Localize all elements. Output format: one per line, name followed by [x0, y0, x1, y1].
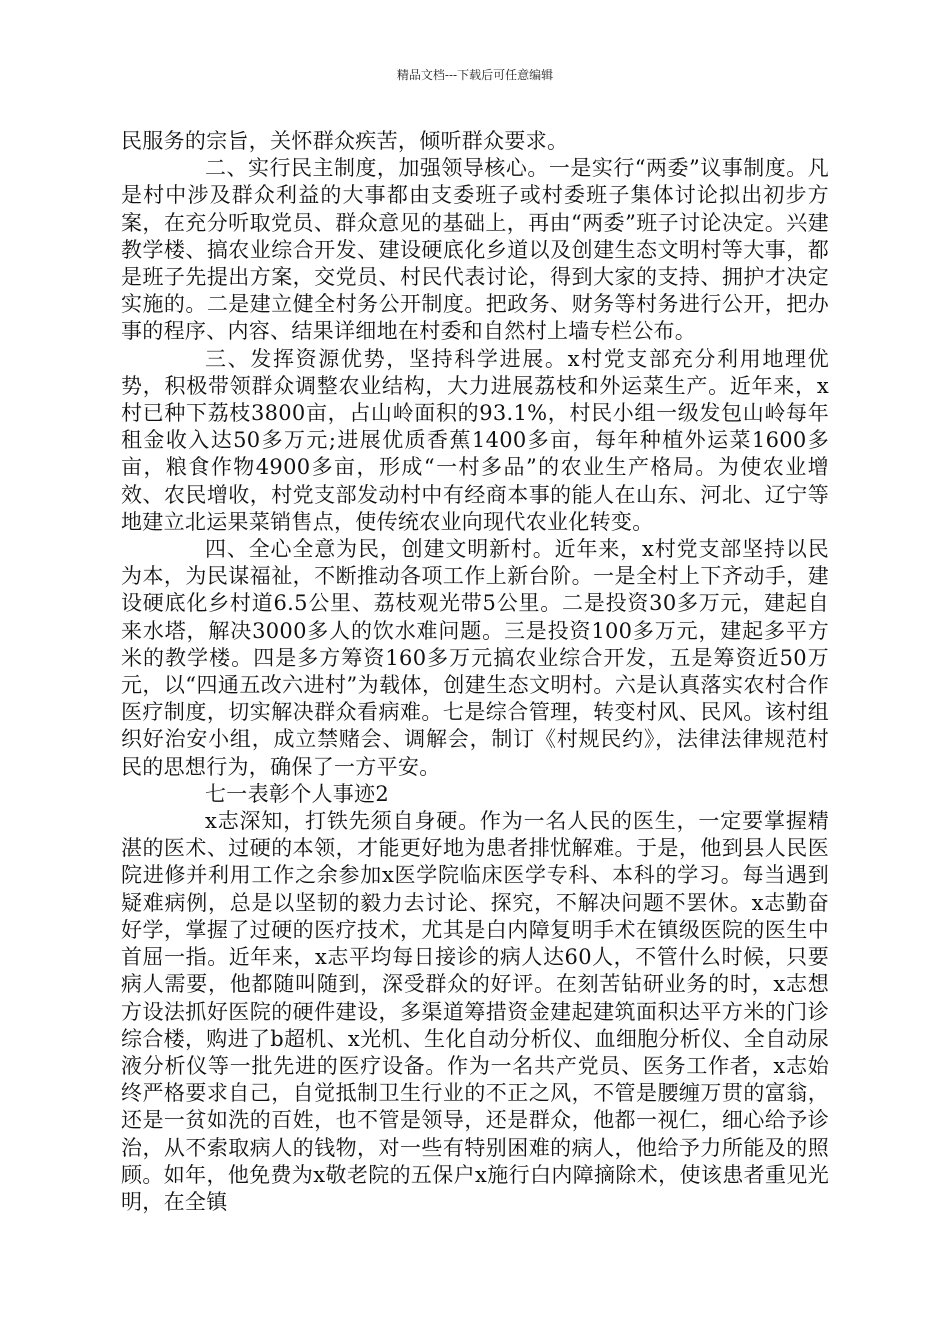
section-heading: 七一表彰个人事迹2: [205, 781, 390, 806]
paragraph: 民服务的宗旨，关怀群众疾苦，倾听群众要求。: [121, 129, 569, 153]
paragraph: x志深知，打铁先须自身硬。作为一名人民的医生，一定要掌握精湛的医术、过硬的本领，才能更好地为患者排忧解难。于是，他到县人民医院进修并利用工作之余参加x医学院临床医学专科、本科的学习。每当遇到疑难病例，总是以坚韧的毅力去讨论、探究，不解决问题不罢休。x志勤奋好学，掌握了过硬的医疗技术，尤其是白内障复明手术在镇级医院的医生中首屈一指。近年来，x志平均每日接诊的病人达60人，不管什么时候，只要病人需要，他都随叫随到，深受群众的好评。在刻苦钻研业务的时，x志想方设法抓好医院的硬件建设，多渠道筹措资金建起建筑面积达平方米的门诊综合楼，购进了b超机、x光机、生化自动分析仪、血细胞分析仪、全自动尿液分析仪等一批先进的医疗设备。作为一名共产党员、医务工作者，x志始终严格要求自己，自觉抵制卫生行业的不正之风，不管是腰缠万贯的富翁，还是一贫如洗的百姓，也不管是领导，还是群众，他都一视仁，细心给予诊治，从不索取病人的钱物，对一些有特别困难的病人，他给予力所能及的照顾。如年，他免费为x敬老院的五保户x施行白内障摘除术，使该患者重见光明，在全镇: [121, 809, 829, 1214]
paragraph: 三、发挥资源优势，坚持科学进展。x村党支部充分利用地理优势，积极带领群众调整农业结构，大力进展荔枝和外运菜生产。近年来，x村已种下荔枝3800亩，占山岭面积的93.1%，村民小组一级发包山岭每年租金收入达50多万元;进展优质香蕉1400多亩，每年种植外运菜1600多亩，粮食作物4900多亩，形成“一村多品”的农业生产格局。为使农业增效、农民增收，村党支部发动村中有经商本事的能人在山东、河北、辽宁等地建立北运果菜销售点，使传统农业向现代农业化转变。: [121, 346, 829, 534]
document-body: [121, 128, 829, 1216]
paragraph: 二、实行民主制度，加强领导核心。一是实行“两委”议事制度。凡是村中涉及群众利益的大事都由支委班子或村委班子集体讨论拟出初步方案，在充分听取党员、群众意见的基础上，再由“两委”班子讨论决定。兴建教学楼、搞农业综合开发、建设硬底化乡道以及创建生态文明村等大事，都是班子先提出方案，交党员、村民代表讨论，得到大家的支持、拥护才决定实施的。二是建立健全村务公开制度。把政务、财务等村务进行公开，把办事的程序、内容、结果详细地在村委和自然村上墙专栏公布。: [121, 156, 829, 344]
page-header: 精品文档---下载后可任意编辑: [396, 68, 554, 82]
paragraph: 四、全心全意为民，创建文明新村。近年来，x村党支部坚持以民为本，为民谋福祉，不断推动各项工作上新台阶。一是全村上下齐动手，建设硬底化乡村道6.5公里、荔枝观光带5公里。二是投资30多万元，建起自来水塔，解决3000多人的饮水难问题。三是投资100多万元，建起多平方米的教学楼。四是多方筹资160多万元搞农业综合开发，五是筹资近50万元，以“四通五改六进村”为载体，创建生态文明村。六是认真落实农村合作医疗制度，切实解决群众看病难。七是综合管理，转变村风、民风。该村组织好治安小组，成立禁赌会、调解会，制订《村规民约》，法律法律规范村民的思想行为，确保了一方平安。: [121, 537, 829, 779]
